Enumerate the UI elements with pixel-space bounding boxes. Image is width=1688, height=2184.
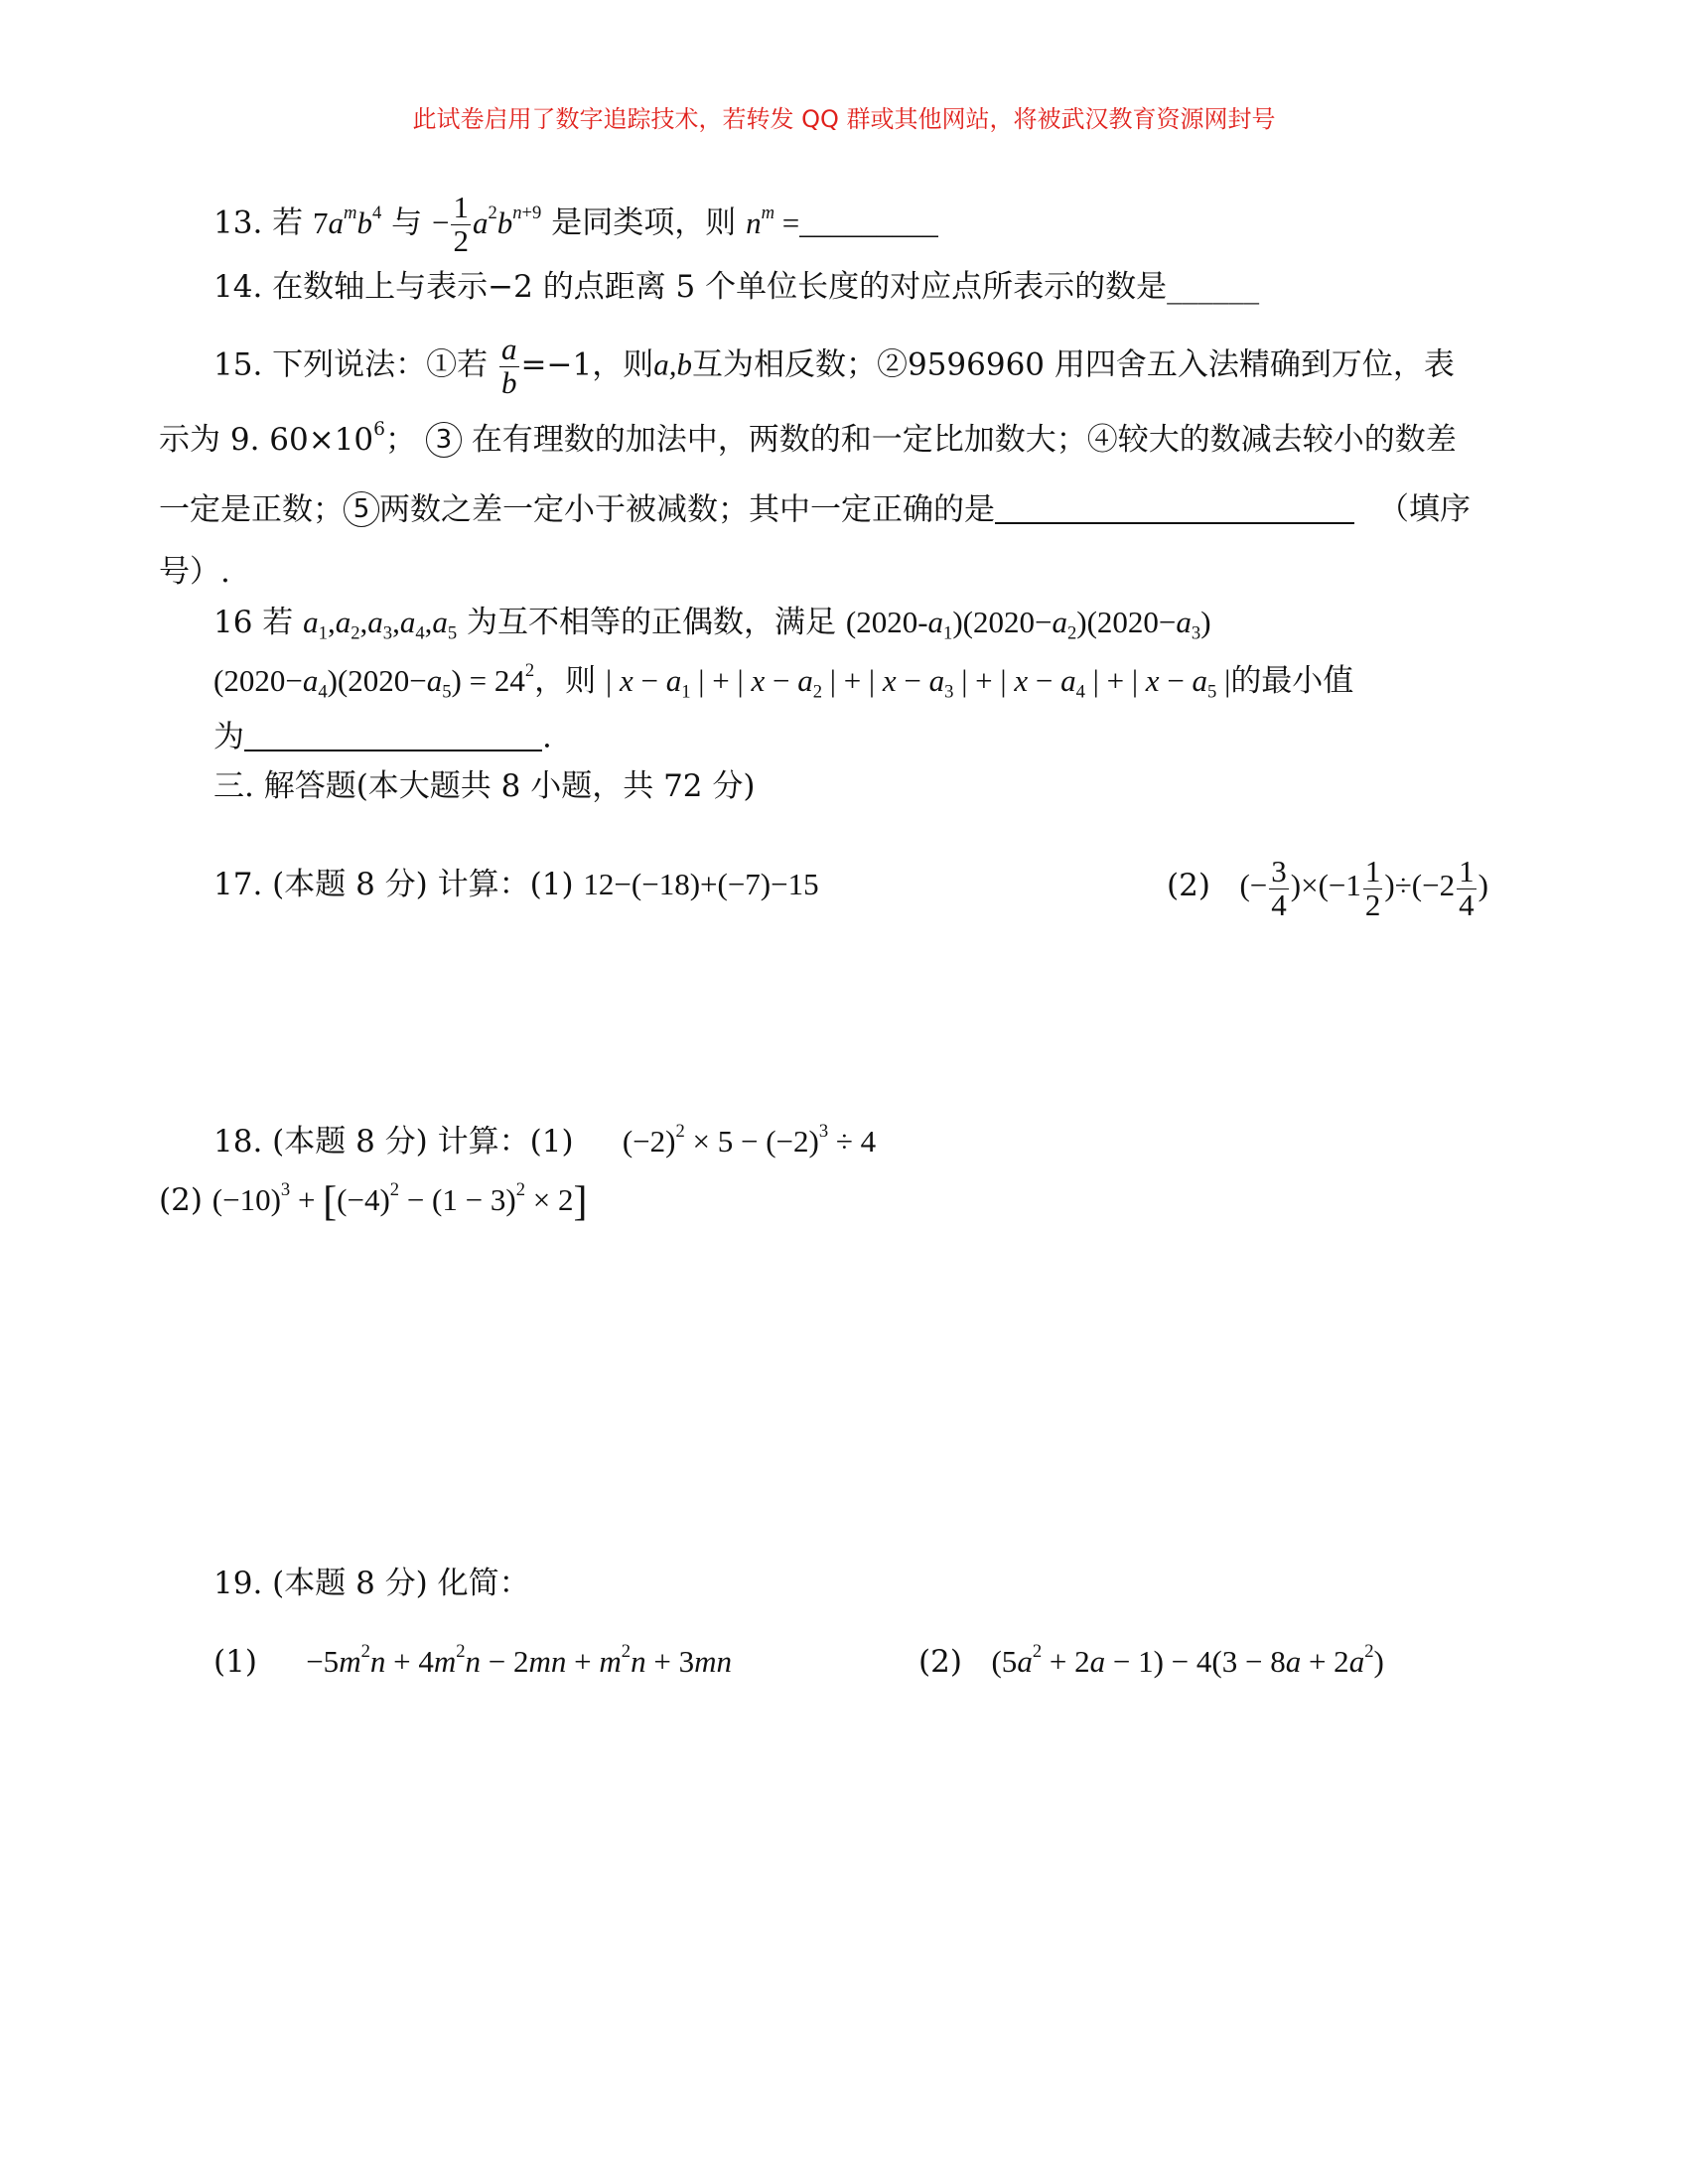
question-16-line1: 16 若 $a_1,a_2,a_3,a_4,a_5$ 为互不相等的正偶数，满足 $(2020-a_1)(2020-a_2)(2020-a_3)$ bbox=[213, 605, 1211, 644]
circled-3: 3 bbox=[426, 422, 462, 458]
q13-mid: 与 bbox=[391, 205, 423, 241]
copyright-banner: 此试卷启用了数字追踪技术，若转发 QQ 群或其他网站，将被武汉教育资源网封号 bbox=[412, 105, 1276, 133]
q13-prefix: 13. 若 bbox=[213, 205, 304, 241]
q18-expression-2: $(-10)^3 + [(-4)^2 - (1 - 3)^2 \times 2]$ bbox=[211, 1179, 588, 1225]
question-18-part2: (2) $(-10)^3 + [(-4)^2 - (1 - 3)^2 \times 2]$ bbox=[159, 1179, 588, 1225]
q19-expression-2: $(5a^2 + 2a - 1) - 4(3 - 8a + 2a^2)$ bbox=[991, 1641, 1384, 1679]
q16-product-part2: $(2020-a_4)(2020-a_5) = 24^2$ bbox=[213, 660, 535, 703]
q16-variables: $a_1,a_2,a_3,a_4,a_5$ bbox=[303, 605, 458, 644]
question-18-part1: 18. (本题 8 分) 计算：(1) $(-2)^2 \times 5 - (-2)^3 \div 4$ bbox=[213, 1121, 877, 1160]
q13-term2: $a^2b^{n+9}$ bbox=[472, 202, 542, 240]
question-19-title: 19. (本题 8 分) 化简： bbox=[213, 1566, 530, 1601]
question-19-part2: (2) $(5a^2 + 2a - 1) - 4(3 - 8a + 2a^2)$ bbox=[918, 1641, 1384, 1680]
question-17-part1: 17. (本题 8 分) 计算：(1) 12−(−18)+(−7)−15 bbox=[213, 867, 819, 902]
question-17-part2: (2) (− $\frac{3}{4}$ )×(−1 $\frac{1}{2}$ )÷(−2 $\frac{1}{4}$ ) bbox=[1167, 854, 1488, 922]
question-15-line1: 15. 下列说法：①若 $\frac{a}{b}$ =−1，则a,b互为相反数；②9596960 用四舍五入法精确到万位，表 bbox=[213, 332, 1455, 400]
q18-expression-1: $(-2)^2 \times 5 - (-2)^3 \div 4$ bbox=[622, 1121, 877, 1159]
q19-expression-1: $-5m^2n + 4m^2n - 2mn + m^2n + 3mn$ bbox=[306, 1641, 732, 1679]
q13-answer-expr: $n^m$ =_________ bbox=[746, 202, 938, 240]
q13-fraction: $\frac{1}{2}$ bbox=[453, 190, 469, 258]
question-15-line4: 号）. bbox=[159, 554, 230, 590]
question-14: 14. 在数轴上与表示−2 的点距离 5 个单位长度的对应点所表示的数是______ bbox=[213, 269, 1260, 305]
q13-term1: $7a^mb^4$ bbox=[313, 202, 382, 240]
q17-expression-2: (− $\frac{3}{4}$ )×(−1 $\frac{1}{2}$ )÷(−2 $\frac{1}{4}$ ) bbox=[1239, 854, 1488, 922]
q16-product-part1: $(2020-a_1)(2020-a_2)(2020-a_3)$ bbox=[845, 605, 1211, 644]
question-19-part1: (1) $-5m^2n + 4m^2n - 2mn + m^2n + 3mn$ bbox=[213, 1641, 732, 1680]
q15-answer-blank[interactable] bbox=[995, 491, 1354, 524]
q15-fraction: $\frac{a}{b}$ bbox=[501, 332, 517, 400]
q16-answer-blank[interactable] bbox=[244, 719, 542, 751]
question-16-line3: 为 . bbox=[213, 719, 552, 755]
q13-suffix: 是同类项，则 bbox=[551, 205, 737, 241]
question-15-line2: 示为 9. $60\times 10^6$； 3 在有理数的加法中，两数的和一定比加数大；④较大的数减去较小的数差 bbox=[159, 419, 1457, 458]
question-15-line3: 一定是正数； 5 两数之差一定小于被减数；其中一定正确的是 （填序 bbox=[159, 491, 1471, 528]
circled-5: 5 bbox=[344, 491, 379, 527]
question-16-line2: $(2020-a_4)(2020-a_5) = 24^2$，则 | $x - a_1$ | + | $x - a_2$ | + | $x - a_3$ | + | $x - a_4$ | + | $x - a_5$ |的最小值 bbox=[213, 660, 1354, 703]
section-3-title: 三. 解答题(本大题共 8 小题，共 72 分) bbox=[213, 768, 756, 804]
q17-expression-1: 12−(−18)+(−7)−15 bbox=[583, 867, 819, 901]
question-13: 13. 若 $7a^mb^4$ 与 − $\frac{1}{2}$ $a^2b^{n+9}$ 是同类项，则 $n^m$ =_________ bbox=[213, 190, 938, 258]
q16-abs-sum: | $x - a_1$ | + | $x - a_2$ | + | $x - a_3$ | + | $x - a_4$ | + | $x - a_5$ | bbox=[606, 663, 1231, 703]
